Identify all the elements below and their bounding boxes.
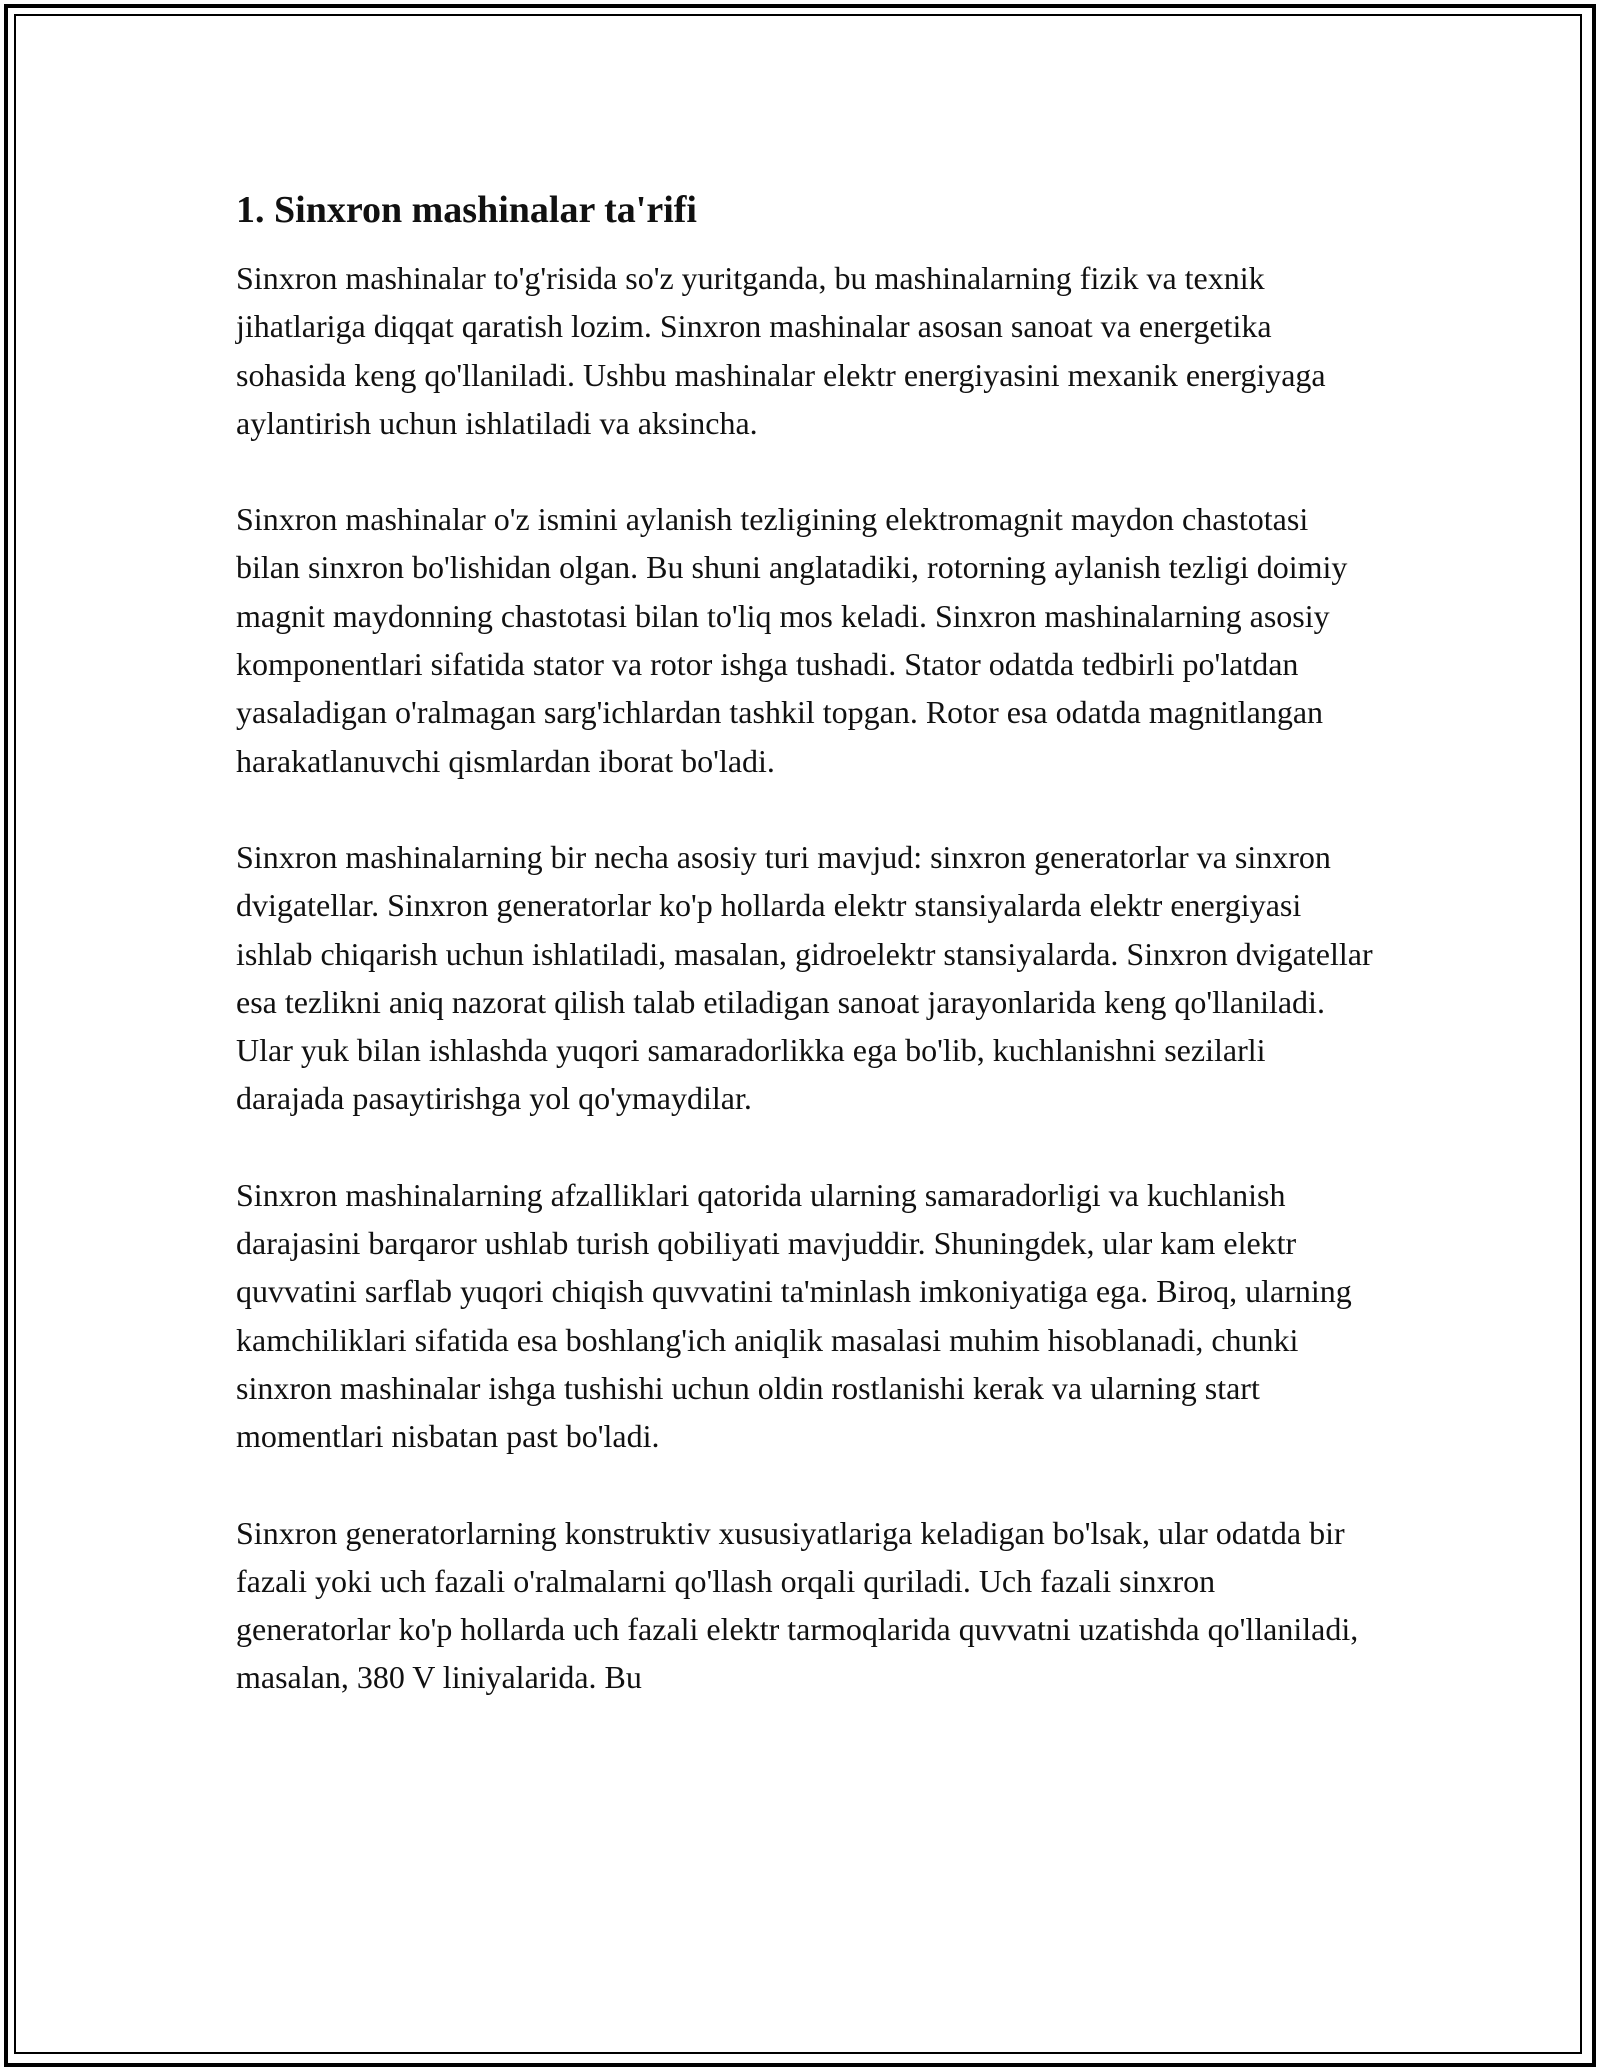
paragraph-3: Sinxron mashinalarning bir necha asosiy turi mavjud: sinxron generatorlar va sinxron dvigatellar. Sinxron generatorlar ko'p hollarda elektr stansiyalarda elektr energiyasi ishlab chiqarish uchun ishlatiladi, masalan, gidroelektr stansiyalarda. Sinxron dvigatellar esa tezlikni aniq nazorat qilish talab etiladigan sanoat jarayonlarida keng qo'llaniladi. Ular yuk bilan ishlashda yuqori samaradorlikka ega bo'lib, kuchlanishni sezilarli darajada pasaytirishga yol qo'ymaydilar. [236,838,1373,1117]
section-heading: 1. Sinxron mashinalar ta'rifi [236,189,697,231]
paragraph-4: Sinxron mashinalarning afzalliklari qatorida ularning samaradorligi va kuchlanish darajasini barqaror ushlab turish qobiliyati mavjuddir. Shuningdek, ular kam elektr quvvatini sarflab yuqori chiqish quvvatini ta'minlash imkoniyatiga ega. Biroq, ularning kamchiliklari sifatida esa boshlang'ich aniqlik masalasi muhim hisoblanadi, chunki sinxron mashinalar ishga tushishi uchun oldin rostlanishi kerak va ularning start momentlari nisbatan past bo'ladi. [236,1176,1352,1455]
paragraph-1: Sinxron mashinalar to'g'risida so'z yuritganda, bu mashinalarning fizik va texnik jihatlariga diqqat qaratish lozim. Sinxron mashinalar asosan sanoat va energetika sohasida keng qo'llaniladi. Ushbu mashinalar elektr energiyasini mexanik energiyaga aylantirish uchun ishlatiladi va aksincha. [236,260,1326,441]
paragraph-2: Sinxron mashinalar o'z ismini aylanish tezligining elektromagnit maydon chastotasi bilan sinxron bo'lishidan olgan. Bu shuni anglatadiki, rotorning aylanish tezligi doimiy magnit maydonning chastotasi bilan to'liq mos keladi. Sinxron mashinalarning asosiy komponentlari sifatida stator va rotor ishga tushadi. Stator odatda tedbirli po'latdan yasaladigan o'ralmagan sarg'ichlardan tashkil topgan. Rotor esa odatda magnitlangan harakatlanuvchi qismlardan iborat bo'ladi. [236,501,1348,779]
paragraph-5: Sinxron generatorlarning konstruktiv xususiyatlariga keladigan bo'lsak, ular odatda bir fazali yoki uch fazali o'ralmalarni qo'llash orqali quriladi. Uch fazali sinxron generatorlar ko'p hollarda uch fazali elektr tarmoqlarida quvvatni uzatishda qo'llaniladi, masalan, 380 V liniyalarida. Bu [236,1514,1359,1696]
document-body [236,186,1376,1702]
